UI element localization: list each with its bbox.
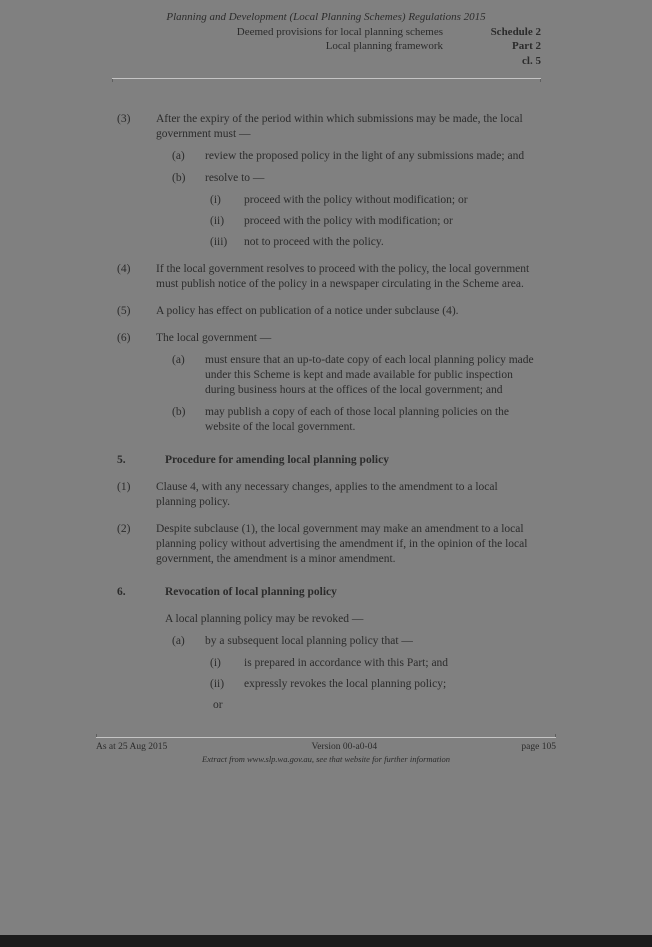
footer-version: Version 00-a0-04 (311, 742, 378, 752)
clause-number: (iii) (210, 236, 228, 248)
clause-number: (1) (117, 481, 131, 493)
clause-text: proceed with the policy without modification; or (244, 194, 468, 206)
clause-number: (b) (172, 172, 186, 184)
clause-4-3-b-iii (117, 235, 540, 250)
clause-4-6 (117, 331, 540, 346)
clause-number: 6. (117, 586, 126, 598)
clause-text: The local government — (156, 332, 272, 344)
clause-number: (a) (172, 635, 185, 647)
clause-4-4 (117, 262, 540, 292)
header-row-part (112, 39, 541, 54)
footer-rule (96, 737, 556, 738)
header-row-clause (112, 54, 541, 69)
clause-number: (i) (210, 657, 221, 669)
clause-4-3 (117, 112, 540, 142)
clause-text: After the expiry of the period within which submissions may be made, the local government must — (156, 113, 523, 140)
header-part-text: Local planning framework (325, 40, 443, 52)
clause-number: 5. (117, 454, 126, 466)
header-schedule-label: Schedule 2 (490, 25, 541, 38)
clause-text: may publish a copy of each of those local planning policies on the website of the local government. (205, 406, 510, 433)
clause-4-6-a (117, 353, 540, 398)
footer-extract-note: Extract from www.slp.wa.gov.au, see that website for further information (202, 754, 450, 764)
clause-heading-text: Procedure for amending local planning policy (165, 454, 389, 466)
clause-number: (3) (117, 113, 131, 125)
clause-number: (b) (172, 406, 186, 418)
clause-6-or (117, 698, 540, 713)
clause-5-heading (117, 453, 540, 468)
header-row-schedule (112, 25, 541, 40)
clause-6-intro (117, 612, 540, 627)
clause-text: A policy has effect on publication of a notice under subclause (4). (156, 305, 459, 317)
clause-6-heading (117, 585, 540, 600)
clause-number: (i) (210, 194, 221, 206)
clause-number: (6) (117, 332, 131, 344)
footer-page-number: page 105 (521, 742, 556, 752)
clause-text: Clause 4, with any necessary changes, applies to the amendment to a local planning policy. (156, 481, 498, 508)
clause-number: (4) (117, 263, 131, 275)
clause-6-a (117, 634, 540, 649)
footer-as-at: As at 25 Aug 2015 (96, 742, 168, 752)
clause-number: (ii) (210, 678, 225, 690)
clause-5-1 (117, 480, 540, 510)
clause-text: Despite subclause (1), the local government may make an amendment to a local planning policy without advertising the amendment if, in the opinion of the local government, the amendment is a minor amendment. (156, 523, 528, 565)
clause-text: A local planning policy may be revoked — (165, 613, 364, 625)
clause-5-2 (117, 522, 540, 567)
clause-text: is prepared in accordance with this Part; and (244, 657, 449, 669)
clause-text: must ensure that an up-to-date copy of each local planning policy made under this Scheme is kept and made available for public inspection during business hours at the offices of the local government; and (205, 354, 534, 396)
clause-number: (ii) (210, 215, 225, 227)
clause-number: (5) (117, 305, 131, 317)
clause-heading-text: Revocation of local planning policy (165, 586, 337, 598)
clause-6-a-i (117, 656, 540, 671)
header-clause-label: cl. 5 (522, 54, 541, 67)
clause-6-a-ii (117, 677, 540, 692)
clause-text: review the proposed policy in the light of any submissions made; and (205, 150, 525, 162)
header-schedule-text: Deemed provisions for local planning schemes (236, 25, 443, 38)
page-header (0, 10, 652, 68)
header-part-label: Part 2 (511, 40, 541, 52)
clause-number: (a) (172, 150, 185, 162)
clause-4-3-b-i (117, 193, 540, 208)
page-footer (96, 741, 556, 753)
clause-number: (2) (117, 523, 131, 535)
clause-text: not to proceed with the policy. (244, 236, 384, 248)
clause-text: or (213, 699, 223, 711)
bottom-black-bar (0, 935, 652, 947)
clause-number: (a) (172, 354, 185, 366)
clause-text: resolve to — (205, 172, 265, 184)
regulation-title: Planning and Development (Local Planning Schemes) Regulations 2015 (166, 11, 486, 23)
clause-text: by a subsequent local planning policy that — (205, 635, 413, 647)
clause-4-6-b (117, 405, 540, 435)
clause-4-3-b (117, 171, 540, 186)
document-body (117, 112, 540, 720)
clause-4-5 (117, 304, 540, 319)
header-rule (112, 78, 541, 79)
clause-4-3-a (117, 149, 540, 164)
clause-text: If the local government resolves to proceed with the policy, the local government must publish notice of the policy in a newspaper circulating in the Scheme area. (156, 263, 530, 290)
clause-text: proceed with the policy with modification; or (244, 215, 453, 227)
clause-text: expressly revokes the local planning policy; (244, 678, 447, 690)
clause-4-3-b-ii (117, 214, 540, 229)
